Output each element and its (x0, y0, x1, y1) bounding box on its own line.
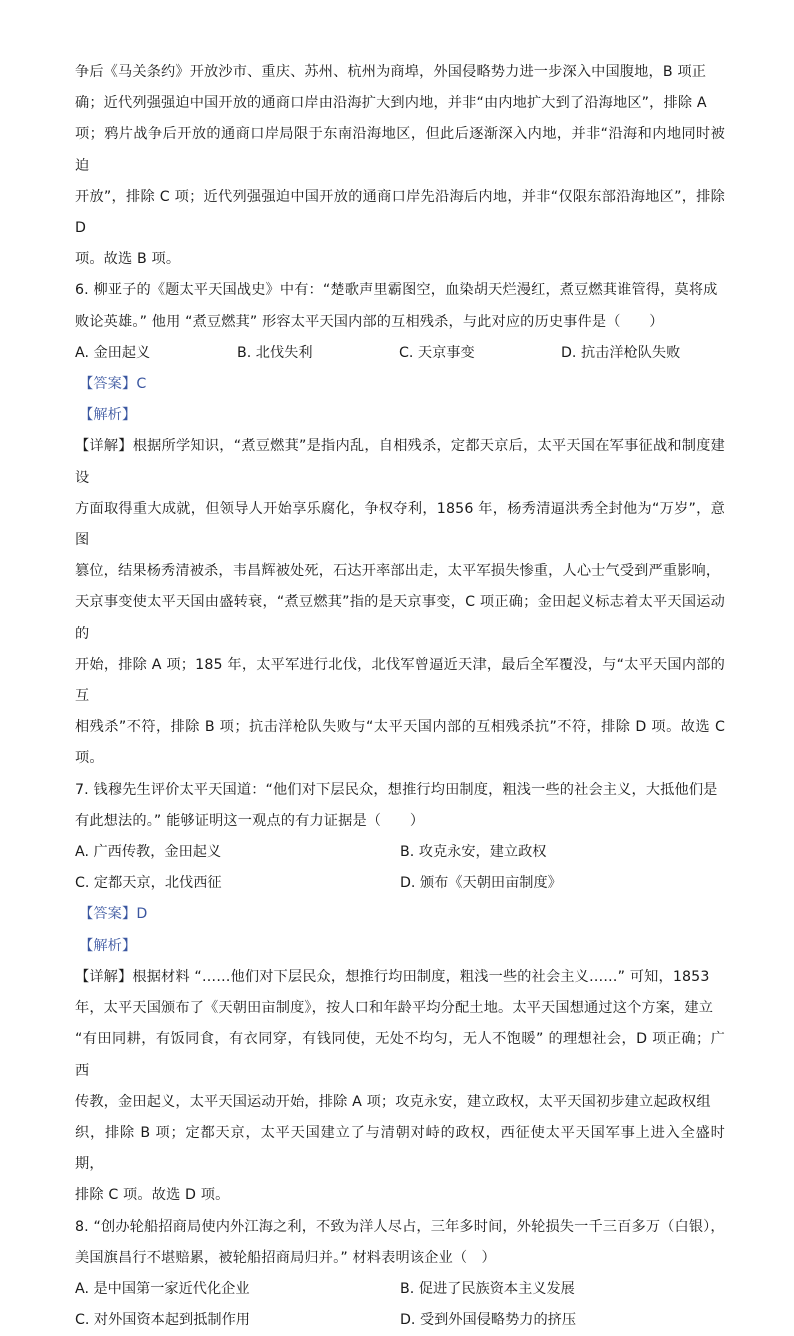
option-a: A. 是中国第一家近代化企业 (75, 1280, 250, 1297)
option-d: D. 受到外国侵略势力的挤压 (400, 1312, 577, 1329)
document-page (75, 57, 725, 1336)
text-line: 争后《马关条约》开放沙市、重庆、苏州、杭州为商埠，外国侵略势力进一步深入中国腹地，B 项正 (75, 64, 707, 80)
text-line: 项。故选 B 项。 (75, 251, 181, 268)
question-stem: 美国旗昌行不堪赔累，被轮船招商局归并。” 材料表明该企业（ ） (75, 1249, 496, 1266)
option-b: B. 攻克永安，建立政权 (400, 844, 547, 861)
detail-line: 传教，金田起义，太平天国运动开始，排除 A 项；攻克永安，建立政权，太平天国初步建立起政权组 (75, 1093, 711, 1110)
detail-line: 年，太平天国颁布了《天朝田亩制度》，按人口和年龄平均分配土地。太平天国想通过这个方案，建立 (75, 1000, 714, 1017)
question-stem: 7. 钱穆先生评价太平天国道：“他们对下层民众，想推行均田制度，粗浅一些的社会主义，大抵他们是 (75, 781, 718, 798)
option-d: D. 颁布《天朝田亩制度》 (400, 875, 562, 892)
option-a: A. 广西传教，金田起义 (75, 844, 222, 861)
option-b: B. 北伐失利 (237, 344, 313, 361)
question-6 (75, 275, 725, 774)
analysis-label: 【解析】 (79, 937, 137, 954)
option-c: C. 天京事变 (399, 344, 475, 361)
detail-line: 排除 C 项。故选 D 项。 (75, 1187, 230, 1204)
options-row (75, 837, 725, 868)
text-line: 确；近代列强强迫中国开放的通商口岸由沿海扩大到内地，并非“由内地扩大到了沿海地区”，排除 A (75, 95, 707, 112)
question-stem: 败论英雄。” 他用 “煮豆燃萁” 形容太平天国内部的互相残杀，与此对应的历史事件是（ ） (75, 313, 664, 330)
options-row (75, 868, 725, 899)
detail-line: 开始，排除 A 项；185 年，太平军进行北伐，北伐军曾逼近天津，最后全军覆没，与“太平天国内部的互 (75, 656, 725, 705)
analysis-label: 【解析】 (79, 407, 137, 424)
detail-line: “有田同耕，有饭同食，有衣同穿，有钱同使，无处不均匀，无人不饱暖” 的理想社会，D 项正确；广西 (75, 1031, 725, 1079)
option-a: A. 金田起义 (75, 344, 151, 361)
options-row (75, 338, 725, 369)
detail-line: 天京事变使太平天国由盛转衰，“煮豆燃萁”指的是天京事变，C 项正确；金田起义标志着太平天国运动的 (75, 594, 725, 642)
question-stem: 6. 柳亚子的《题太平天国战史》中有：“楚歌声里霸图空，血染胡天烂漫红，煮豆燃萁谁管得，莫将成 (75, 282, 718, 299)
text-line: 项；鸦片战争后开放的通商口岸局限于东南沿海地区，但此后逐渐深入内地，并非“沿海和内地同时被迫 (75, 126, 725, 174)
question-stem: 8. “创办轮船招商局使内外江海之利，不致为洋人尽占，三年多时间，外轮损失一千三百多万（白银）， (75, 1218, 725, 1235)
option-c: C. 对外国资本起到抵制作用 (75, 1312, 250, 1329)
detail-line: 篡位，结果杨秀清被杀，韦昌辉被处死，石达开率部出走，太平军损失惨重，人心士气受到严重影响， (75, 563, 721, 580)
previous-analysis-paragraph (75, 57, 725, 275)
question-8 (75, 1212, 725, 1336)
option-b: B. 促进了民族资本主义发展 (400, 1280, 575, 1297)
option-c: C. 定都天京，北伐西征 (75, 875, 222, 892)
answer-label: 【答案】D (79, 906, 148, 923)
question-7 (75, 775, 725, 1212)
text-line: 开放”，排除 C 项；近代列强强迫中国开放的通商口岸先沿海后内地，并非“仅限东部沿海地区”，排除 D (75, 188, 725, 237)
options-row (75, 1274, 725, 1305)
detail-line: 【详解】根据所学知识，“煮豆燃萁”是指内乱，自相残杀，定都天京后，太平天国在军事征战和制度建设 (75, 438, 725, 486)
answer-label: 【答案】C (79, 376, 147, 393)
detail-line: 【详解】根据材料 “……他们对下层民众，想推行均田制度，粗浅一些的社会主义……” 可知，1853 (75, 968, 710, 985)
option-d: D. 抗击洋枪队失败 (561, 344, 681, 361)
detail-line: 相残杀”不符，排除 B 项；抗击洋枪队失败与“太平天国内部的互相残杀抗”不符，排除 D 项。故选 C 项。 (75, 719, 725, 767)
detail-line: 方面取得重大成就，但领导人开始享乐腐化，争权夺利，1856 年，杨秀清逼洪秀全封他为“万岁”，意图 (75, 500, 725, 549)
question-stem: 有此想法的。” 能够证明这一观点的有力证据是（ ） (75, 812, 425, 829)
detail-line: 织，排除 B 项；定都天京，太平天国建立了与清朝对峙的政权，西征使太平天国军事上进入全盛时期， (75, 1124, 725, 1173)
options-row (75, 1305, 725, 1336)
